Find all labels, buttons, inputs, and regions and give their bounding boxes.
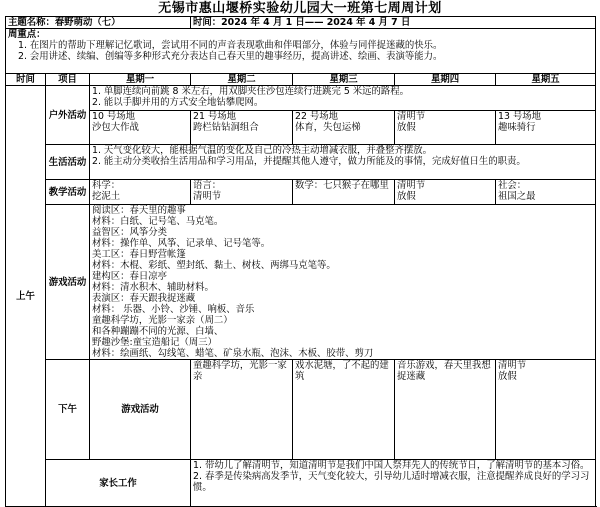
afternoon-day-cell: 戏水泥塘，了不起的建筑	[293, 360, 395, 460]
life-notes	[90, 145, 596, 180]
play-line: 材料：绘画纸、勾线笔、蜡笔、矿泉水瓶、泡沫、木板、胶带、剪刀	[92, 348, 374, 359]
column-header: 星期四	[395, 74, 496, 86]
afternoon-day-cell: 音乐游戏，春天里我想捉迷藏	[395, 360, 496, 460]
play-line: 材料： 乐器、小铃、沙锤、响板、音乐	[92, 304, 255, 315]
outdoor-note: 2. 能以手脚并用的方式安全地钻攀爬网。	[92, 97, 264, 108]
parents-row	[6, 460, 596, 507]
outdoor-day-cell: 21 号场地 跨栏钻钻洞组合	[191, 111, 293, 145]
play-line: 美工区：春日野营帐篷	[92, 249, 186, 260]
outdoor-note: 1. 单脚连续向前跳 8 米左右，用双脚夹住沙包连续行进跳完 5 米远的路程。	[92, 86, 410, 97]
play-line: 野趣沙堡:童宝造船记（周三）	[92, 337, 218, 348]
outdoor-notes-row	[6, 86, 596, 111]
column-header: 星期三	[293, 74, 395, 86]
life-row	[6, 145, 596, 180]
time-value: 2024 年 4 月 1 日—— 2024 年 4 月 7 日	[221, 17, 411, 28]
outdoor-day-cell: 清明节 放假	[395, 111, 496, 145]
play-line: 益智区：风筝分类	[92, 227, 168, 238]
life-note: 2. 能主动分类收拾生活用品和学习用品，并提醒其他人遵守，做力所能及的事情，完成好值日生的职责。	[92, 156, 526, 167]
teaching-row	[6, 180, 596, 205]
goals-label: 周重点：	[8, 29, 46, 40]
column-header: 星期二	[191, 74, 293, 86]
column-header: 星期五	[496, 74, 596, 86]
parents-note: 2. 春季是传染病高发季节，天气变化较大，引导幼儿适时增减衣服，注意提醒养成良好的学习习惯。	[193, 471, 590, 493]
morning-label: 上午	[6, 86, 46, 507]
play-line: 童趣科学坊，光影一家亲（周二）	[92, 315, 233, 326]
teaching-day-cell: 科学： 挖泥土	[90, 180, 191, 205]
weekly-plan-table	[5, 16, 596, 507]
goal-item: 1. 在图片的帮助下理解记忆歌词，尝试用不同的声音表现歌曲和伴唱部分，体验与同伴捉迷藏的快乐。	[18, 40, 443, 51]
column-header: 项目	[46, 74, 90, 86]
time-label: 时间：	[193, 17, 222, 28]
play-content	[90, 205, 596, 360]
play-line: 建构区：春日凉亭	[92, 271, 168, 282]
afternoon-play-label: 游戏活动	[90, 360, 191, 460]
outdoor-notes	[90, 86, 596, 111]
goals-row	[6, 29, 596, 74]
outdoor-label: 户外活动	[46, 86, 90, 145]
parents-label: 家长工作	[46, 460, 191, 507]
column-header: 星期一	[90, 74, 191, 86]
play-line: 材料：木棍、彩纸、塑封纸、黏土、树枝、两绑马克笔等。	[92, 260, 336, 271]
life-label: 生活活动	[46, 145, 90, 180]
parents-note: 1. 带幼儿了解清明节，知道清明节是我们中国人祭拜先人的传统节日，了解清明节的基本习俗。	[193, 460, 590, 471]
play-line: 和各种蹦蹦不同的光源、白墙、	[92, 326, 224, 337]
parents-notes	[191, 460, 596, 507]
teaching-day-cell: 清明节 放假	[395, 180, 496, 205]
time-range-cell	[191, 17, 596, 29]
column-header: 时间	[6, 74, 46, 86]
column-header-row	[6, 74, 596, 86]
goal-item: 2. 会用讲述、续编、创编等多种形式充分表达自己春天里的趣事经历，提高讲述、绘画、表演等能力。	[18, 51, 443, 62]
play-line: 阅读区：春天里的趣事	[92, 205, 186, 216]
play-row	[6, 205, 596, 360]
play-line: 材料：操作单、风筝、记录单、记号笔等。	[92, 238, 271, 249]
teaching-day-cell: 语言： 清明节	[191, 180, 293, 205]
theme-value: 春野萌动（七）	[54, 17, 121, 28]
teaching-label: 教学活动	[46, 180, 90, 205]
header-row	[6, 17, 596, 29]
theme-label: 主题名称：	[8, 17, 55, 28]
page-title: 无锡市惠山堰桥实验幼儿园大一班第七周周计划	[158, 1, 442, 16]
outdoor-day-cell: 10 号场地 沙包大作战	[90, 111, 191, 145]
play-line: 材料：清水积木、辅助材料。	[92, 282, 214, 293]
teaching-day-cell: 数学：七只猴子在哪里	[293, 180, 395, 205]
afternoon-day-cell: 童趣科学坊，光影一家亲	[191, 360, 293, 460]
afternoon-row	[6, 360, 596, 460]
goals-cell	[6, 29, 596, 74]
play-line: 表演区：春天跟我捉迷藏	[92, 293, 196, 304]
play-line: 材料：白纸、记号笔、马克笔。	[92, 216, 224, 227]
afternoon-day-cell: 清明节 放假	[496, 360, 596, 460]
outdoor-day-cell: 13 号场地 趣味骑行	[496, 111, 596, 145]
teaching-day-cell: 社会： 祖国之最	[496, 180, 596, 205]
life-note: 1. 天气变化较大，能根据气温的变化及自己的冷热主动增减衣服，并叠整齐摆放。	[92, 145, 433, 156]
outdoor-days-row	[6, 111, 596, 145]
play-label: 游戏活动	[46, 205, 90, 360]
theme-cell	[6, 17, 191, 29]
afternoon-label: 下午	[46, 360, 90, 460]
outdoor-day-cell: 22 号场地 体育，失包运梯	[293, 111, 395, 145]
